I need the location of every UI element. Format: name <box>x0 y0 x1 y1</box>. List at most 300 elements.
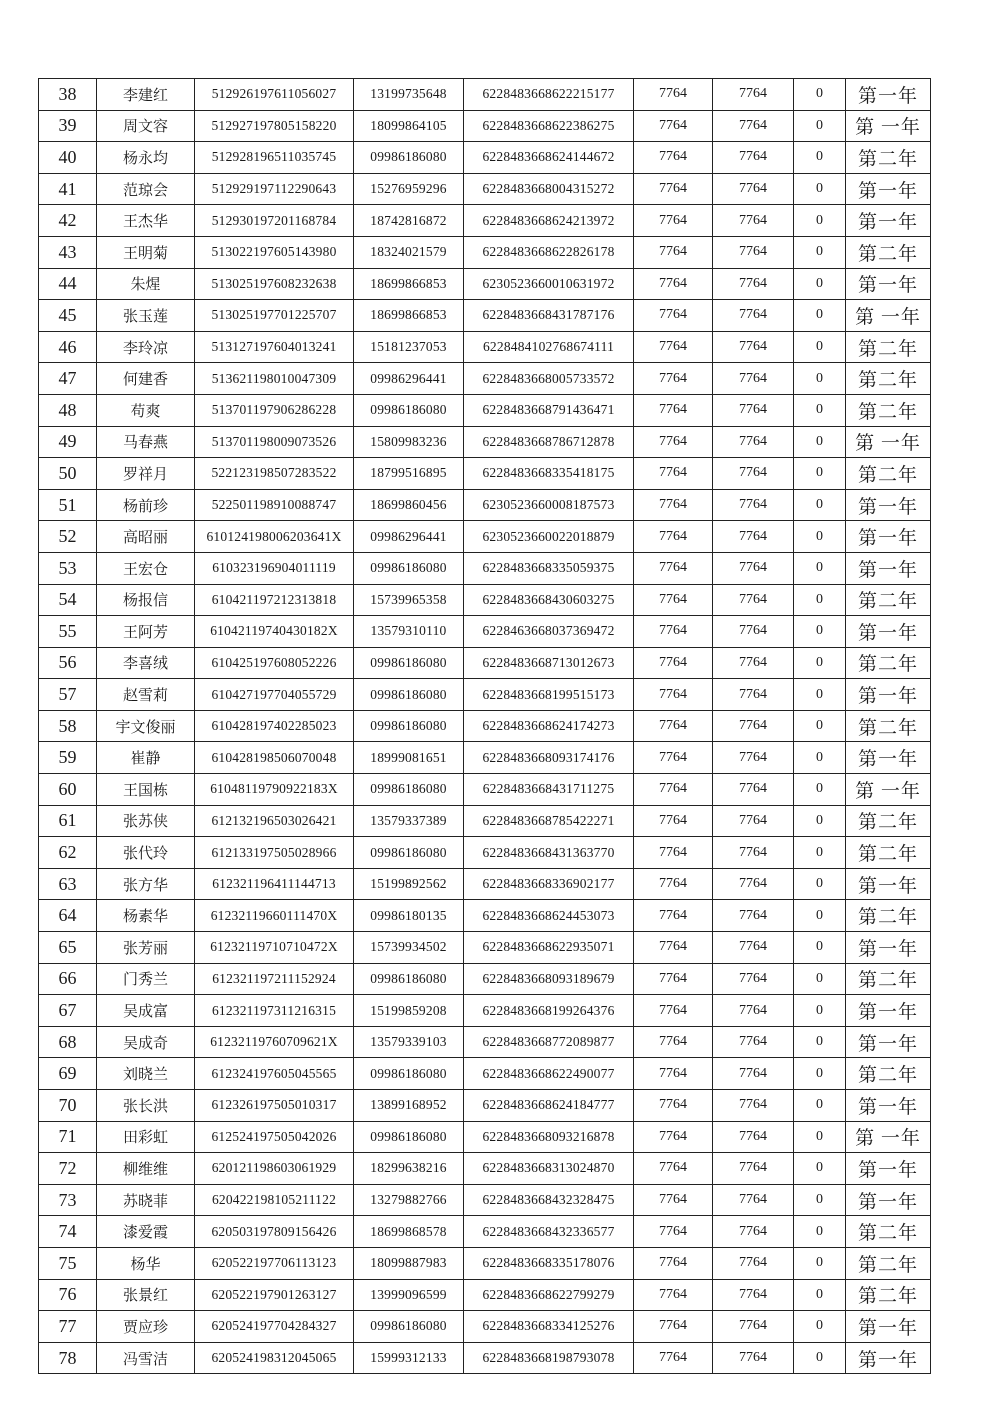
paid-amount-cell: 7764 <box>713 1184 794 1216</box>
table-row <box>39 489 931 521</box>
phone-cell: 18099887983 <box>354 1247 464 1279</box>
id-number-cell: 610428198506070048 <box>195 742 354 774</box>
difference-cell: 0 <box>794 331 846 363</box>
row-number-cell: 72 <box>39 1153 97 1185</box>
table-row <box>39 932 931 964</box>
id-number-cell: 513127197604013241 <box>195 331 354 363</box>
year-cell: 第一年 <box>846 1153 931 1185</box>
difference-cell: 0 <box>794 805 846 837</box>
bank-card-cell: 6228483668785422271 <box>464 805 634 837</box>
name-cell: 宇文俊丽 <box>97 710 195 742</box>
amount-cell: 7764 <box>634 710 713 742</box>
difference-cell: 0 <box>794 1153 846 1185</box>
difference-cell: 0 <box>794 489 846 521</box>
paid-amount-cell: 7764 <box>713 1121 794 1153</box>
bank-card-cell: 6228484102768674111 <box>464 331 634 363</box>
paid-amount-cell: 7764 <box>713 1058 794 1090</box>
amount-cell: 7764 <box>634 142 713 174</box>
name-cell: 李喜绒 <box>97 647 195 679</box>
phone-cell: 15809983236 <box>354 426 464 458</box>
difference-cell: 0 <box>794 110 846 142</box>
year-cell: 第二年 <box>846 584 931 616</box>
table-row <box>39 995 931 1027</box>
bank-card-cell: 6228483668432328475 <box>464 1184 634 1216</box>
table-row <box>39 742 931 774</box>
phone-cell: 13579310110 <box>354 616 464 648</box>
row-number-cell: 58 <box>39 710 97 742</box>
table-row <box>39 142 931 174</box>
amount-cell: 7764 <box>634 205 713 237</box>
difference-cell: 0 <box>794 932 846 964</box>
id-number-cell: 512927197805158220 <box>195 110 354 142</box>
paid-amount-cell: 7764 <box>713 900 794 932</box>
year-cell: 第 一年 <box>846 110 931 142</box>
year-cell: 第二年 <box>846 1216 931 1248</box>
row-number-cell: 42 <box>39 205 97 237</box>
paid-amount-cell: 7764 <box>713 268 794 300</box>
bank-card-cell: 6228483668791436471 <box>464 394 634 426</box>
paid-amount-cell: 7764 <box>713 710 794 742</box>
paid-amount-cell: 7764 <box>713 1090 794 1122</box>
phone-cell: 13199735648 <box>354 79 464 111</box>
row-number-cell: 78 <box>39 1342 97 1374</box>
name-cell: 杨素华 <box>97 900 195 932</box>
difference-cell: 0 <box>794 1279 846 1311</box>
name-cell: 朱煋 <box>97 268 195 300</box>
bank-card-cell: 6230523660022018879 <box>464 521 634 553</box>
difference-cell: 0 <box>794 1026 846 1058</box>
amount-cell: 7764 <box>634 552 713 584</box>
difference-cell: 0 <box>794 1121 846 1153</box>
id-number-cell: 620522197706113123 <box>195 1247 354 1279</box>
table-row <box>39 1058 931 1090</box>
name-cell: 吴成奇 <box>97 1026 195 1058</box>
id-number-cell: 620522197901263127 <box>195 1279 354 1311</box>
difference-cell: 0 <box>794 774 846 806</box>
amount-cell: 7764 <box>634 932 713 964</box>
table-row <box>39 805 931 837</box>
id-number-cell: 522123198507283522 <box>195 458 354 490</box>
amount-cell: 7764 <box>634 1184 713 1216</box>
table-row <box>39 79 931 111</box>
row-number-cell: 63 <box>39 868 97 900</box>
row-number-cell: 41 <box>39 173 97 205</box>
amount-cell: 7764 <box>634 647 713 679</box>
phone-cell: 15181237053 <box>354 331 464 363</box>
year-cell: 第一年 <box>846 79 931 111</box>
name-cell: 杨前珍 <box>97 489 195 521</box>
bank-card-cell: 6228483668336902177 <box>464 868 634 900</box>
paid-amount-cell: 7764 <box>713 1153 794 1185</box>
name-cell: 漆爱霞 <box>97 1216 195 1248</box>
name-cell: 门秀兰 <box>97 963 195 995</box>
year-cell: 第一年 <box>846 616 931 648</box>
phone-cell: 09986296441 <box>354 363 464 395</box>
row-number-cell: 57 <box>39 679 97 711</box>
difference-cell: 0 <box>794 1058 846 1090</box>
table-row <box>39 426 931 458</box>
id-number-cell: 612321196411144713 <box>195 868 354 900</box>
id-number-cell: 612132196503026421 <box>195 805 354 837</box>
table-row <box>39 1247 931 1279</box>
row-number-cell: 49 <box>39 426 97 458</box>
name-cell: 刘晓兰 <box>97 1058 195 1090</box>
paid-amount-cell: 7764 <box>713 1247 794 1279</box>
table-row <box>39 394 931 426</box>
name-cell: 何建香 <box>97 363 195 395</box>
year-cell: 第一年 <box>846 205 931 237</box>
name-cell: 贾应珍 <box>97 1311 195 1343</box>
paid-amount-cell: 7764 <box>713 521 794 553</box>
bank-card-cell: 6228483668198793078 <box>464 1342 634 1374</box>
year-cell: 第一年 <box>846 1184 931 1216</box>
paid-amount-cell: 7764 <box>713 110 794 142</box>
row-number-cell: 48 <box>39 394 97 426</box>
bank-card-cell: 6230523660008187573 <box>464 489 634 521</box>
name-cell: 王宏仓 <box>97 552 195 584</box>
year-cell: 第一年 <box>846 552 931 584</box>
row-number-cell: 54 <box>39 584 97 616</box>
difference-cell: 0 <box>794 837 846 869</box>
table-row <box>39 963 931 995</box>
year-cell: 第一年 <box>846 521 931 553</box>
year-cell: 第二年 <box>846 647 931 679</box>
difference-cell: 0 <box>794 205 846 237</box>
difference-cell: 0 <box>794 79 846 111</box>
phone-cell: 13279882766 <box>354 1184 464 1216</box>
amount-cell: 7764 <box>634 1279 713 1311</box>
paid-amount-cell: 7764 <box>713 742 794 774</box>
bank-card-cell: 6228483668093189679 <box>464 963 634 995</box>
id-number-cell: 512928196511035745 <box>195 142 354 174</box>
amount-cell: 7764 <box>634 300 713 332</box>
bank-card-cell: 6228483668431711275 <box>464 774 634 806</box>
year-cell: 第一年 <box>846 1342 931 1374</box>
row-number-cell: 55 <box>39 616 97 648</box>
phone-cell: 09986186080 <box>354 1058 464 1090</box>
year-cell: 第 一年 <box>846 774 931 806</box>
id-number-cell: 512930197201168784 <box>195 205 354 237</box>
paid-amount-cell: 7764 <box>713 79 794 111</box>
phone-cell: 13579339103 <box>354 1026 464 1058</box>
table-row <box>39 205 931 237</box>
row-number-cell: 68 <box>39 1026 97 1058</box>
difference-cell: 0 <box>794 1342 846 1374</box>
row-number-cell: 60 <box>39 774 97 806</box>
difference-cell: 0 <box>794 868 846 900</box>
bank-card-cell: 6228483668334125276 <box>464 1311 634 1343</box>
amount-cell: 7764 <box>634 1121 713 1153</box>
phone-cell: 09986186080 <box>354 679 464 711</box>
id-number-cell: 61048119790922183X <box>195 774 354 806</box>
id-number-cell: 610425197608052226 <box>195 647 354 679</box>
row-number-cell: 75 <box>39 1247 97 1279</box>
id-number-cell: 513701197906286228 <box>195 394 354 426</box>
id-number-cell: 610421197212313818 <box>195 584 354 616</box>
row-number-cell: 69 <box>39 1058 97 1090</box>
row-number-cell: 43 <box>39 236 97 268</box>
paid-amount-cell: 7764 <box>713 932 794 964</box>
year-cell: 第二年 <box>846 142 931 174</box>
phone-cell: 15739965358 <box>354 584 464 616</box>
paid-amount-cell: 7764 <box>713 616 794 648</box>
year-cell: 第 一年 <box>846 300 931 332</box>
id-number-cell: 620503197809156426 <box>195 1216 354 1248</box>
difference-cell: 0 <box>794 1247 846 1279</box>
table-row <box>39 584 931 616</box>
bank-card-cell: 6228483668624144672 <box>464 142 634 174</box>
difference-cell: 0 <box>794 521 846 553</box>
table-body <box>39 79 931 1374</box>
id-number-cell: 513025197608232638 <box>195 268 354 300</box>
table-row <box>39 173 931 205</box>
row-number-cell: 56 <box>39 647 97 679</box>
bank-card-cell: 6228483668335178076 <box>464 1247 634 1279</box>
paid-amount-cell: 7764 <box>713 1026 794 1058</box>
table-row <box>39 268 931 300</box>
year-cell: 第二年 <box>846 1247 931 1279</box>
amount-cell: 7764 <box>634 426 713 458</box>
id-number-cell: 612321197211152924 <box>195 963 354 995</box>
difference-cell: 0 <box>794 679 846 711</box>
id-number-cell: 612326197505010317 <box>195 1090 354 1122</box>
paid-amount-cell: 7764 <box>713 331 794 363</box>
phone-cell: 18699860456 <box>354 489 464 521</box>
year-cell: 第一年 <box>846 489 931 521</box>
paid-amount-cell: 7764 <box>713 458 794 490</box>
table-row <box>39 300 931 332</box>
year-cell: 第一年 <box>846 1026 931 1058</box>
amount-cell: 7764 <box>634 458 713 490</box>
bank-card-cell: 6228483668622826178 <box>464 236 634 268</box>
year-cell: 第二年 <box>846 236 931 268</box>
amount-cell: 7764 <box>634 1090 713 1122</box>
bank-card-cell: 6228483668622799279 <box>464 1279 634 1311</box>
name-cell: 苟爽 <box>97 394 195 426</box>
table-row <box>39 774 931 806</box>
id-number-cell: 512926197611056027 <box>195 79 354 111</box>
phone-cell: 09986186080 <box>354 710 464 742</box>
amount-cell: 7764 <box>634 489 713 521</box>
table-row <box>39 1153 931 1185</box>
year-cell: 第一年 <box>846 868 931 900</box>
paid-amount-cell: 7764 <box>713 868 794 900</box>
id-number-cell: 610427197704055729 <box>195 679 354 711</box>
table-row <box>39 1121 931 1153</box>
name-cell: 柳维维 <box>97 1153 195 1185</box>
table-row <box>39 900 931 932</box>
year-cell: 第一年 <box>846 742 931 774</box>
amount-cell: 7764 <box>634 837 713 869</box>
amount-cell: 7764 <box>634 995 713 1027</box>
phone-cell: 09986186080 <box>354 647 464 679</box>
paid-amount-cell: 7764 <box>713 995 794 1027</box>
row-number-cell: 39 <box>39 110 97 142</box>
bank-card-cell: 6228483668199264376 <box>464 995 634 1027</box>
table-row <box>39 1311 931 1343</box>
name-cell: 高昭丽 <box>97 521 195 553</box>
amount-cell: 7764 <box>634 1311 713 1343</box>
phone-cell: 13579337389 <box>354 805 464 837</box>
year-cell: 第二年 <box>846 1058 931 1090</box>
amount-cell: 7764 <box>634 584 713 616</box>
amount-cell: 7764 <box>634 1247 713 1279</box>
difference-cell: 0 <box>794 236 846 268</box>
name-cell: 赵雪莉 <box>97 679 195 711</box>
year-cell: 第二年 <box>846 837 931 869</box>
row-number-cell: 46 <box>39 331 97 363</box>
phone-cell: 18299638216 <box>354 1153 464 1185</box>
bank-card-cell: 6228483668431363770 <box>464 837 634 869</box>
id-number-cell: 610124198006203641X <box>195 521 354 553</box>
amount-cell: 7764 <box>634 110 713 142</box>
name-cell: 张代玲 <box>97 837 195 869</box>
table-row <box>39 1090 931 1122</box>
year-cell: 第一年 <box>846 932 931 964</box>
amount-cell: 7764 <box>634 236 713 268</box>
row-number-cell: 73 <box>39 1184 97 1216</box>
bank-card-cell: 6228483668430603275 <box>464 584 634 616</box>
paid-amount-cell: 7764 <box>713 963 794 995</box>
bank-card-cell: 6228483668622490077 <box>464 1058 634 1090</box>
row-number-cell: 53 <box>39 552 97 584</box>
bank-card-cell: 6228483668786712878 <box>464 426 634 458</box>
table-row <box>39 1184 931 1216</box>
bank-card-cell: 6228483668622386275 <box>464 110 634 142</box>
paid-amount-cell: 7764 <box>713 552 794 584</box>
phone-cell: 18999081651 <box>354 742 464 774</box>
bank-card-cell: 6228483668093216878 <box>464 1121 634 1153</box>
paid-amount-cell: 7764 <box>713 142 794 174</box>
table-row <box>39 1342 931 1374</box>
row-number-cell: 71 <box>39 1121 97 1153</box>
phone-cell: 15276959296 <box>354 173 464 205</box>
year-cell: 第一年 <box>846 995 931 1027</box>
table-row <box>39 110 931 142</box>
row-number-cell: 64 <box>39 900 97 932</box>
difference-cell: 0 <box>794 710 846 742</box>
id-number-cell: 610428197402285023 <box>195 710 354 742</box>
id-number-cell: 61232119660111470X <box>195 900 354 932</box>
paid-amount-cell: 7764 <box>713 1216 794 1248</box>
row-number-cell: 67 <box>39 995 97 1027</box>
name-cell: 李玲凉 <box>97 331 195 363</box>
paid-amount-cell: 7764 <box>713 679 794 711</box>
name-cell: 王阿芳 <box>97 616 195 648</box>
amount-cell: 7764 <box>634 1216 713 1248</box>
difference-cell: 0 <box>794 900 846 932</box>
bank-card-cell: 6228483668431787176 <box>464 300 634 332</box>
id-number-cell: 61232119710710472X <box>195 932 354 964</box>
phone-cell: 13999096599 <box>354 1279 464 1311</box>
phone-cell: 09986186080 <box>354 1121 464 1153</box>
id-number-cell: 620524197704284327 <box>195 1311 354 1343</box>
table-row <box>39 236 931 268</box>
bank-card-cell: 6228483668004315272 <box>464 173 634 205</box>
bank-card-cell: 6228483668005733572 <box>464 363 634 395</box>
phone-cell: 09986186080 <box>354 837 464 869</box>
amount-cell: 7764 <box>634 394 713 426</box>
name-cell: 张苏侠 <box>97 805 195 837</box>
table-row <box>39 616 931 648</box>
phone-cell: 15199859208 <box>354 995 464 1027</box>
id-number-cell: 612133197505028966 <box>195 837 354 869</box>
paid-amount-cell: 7764 <box>713 1279 794 1311</box>
phone-cell: 18742816872 <box>354 205 464 237</box>
table-row <box>39 1279 931 1311</box>
paid-amount-cell: 7764 <box>713 1342 794 1374</box>
row-number-cell: 47 <box>39 363 97 395</box>
id-number-cell: 61232119760709621X <box>195 1026 354 1058</box>
difference-cell: 0 <box>794 995 846 1027</box>
phone-cell: 15999312133 <box>354 1342 464 1374</box>
phone-cell: 09986186080 <box>354 394 464 426</box>
amount-cell: 7764 <box>634 331 713 363</box>
difference-cell: 0 <box>794 142 846 174</box>
year-cell: 第一年 <box>846 268 931 300</box>
name-cell: 周文容 <box>97 110 195 142</box>
name-cell: 杨永均 <box>97 142 195 174</box>
difference-cell: 0 <box>794 1184 846 1216</box>
amount-cell: 7764 <box>634 1342 713 1374</box>
bank-card-cell: 6228483668622935071 <box>464 932 634 964</box>
amount-cell: 7764 <box>634 1058 713 1090</box>
id-number-cell: 612321197311216315 <box>195 995 354 1027</box>
phone-cell: 18324021579 <box>354 236 464 268</box>
difference-cell: 0 <box>794 1216 846 1248</box>
year-cell: 第二年 <box>846 963 931 995</box>
amount-cell: 7764 <box>634 742 713 774</box>
phone-cell: 18099864105 <box>354 110 464 142</box>
phone-cell: 09986186080 <box>354 552 464 584</box>
difference-cell: 0 <box>794 1311 846 1343</box>
phone-cell: 09986186080 <box>354 963 464 995</box>
row-number-cell: 62 <box>39 837 97 869</box>
table-row <box>39 1216 931 1248</box>
year-cell: 第一年 <box>846 1311 931 1343</box>
year-cell: 第二年 <box>846 458 931 490</box>
amount-cell: 7764 <box>634 868 713 900</box>
phone-cell: 18799516895 <box>354 458 464 490</box>
amount-cell: 7764 <box>634 363 713 395</box>
amount-cell: 7764 <box>634 173 713 205</box>
bank-card-cell: 6228483668335418175 <box>464 458 634 490</box>
difference-cell: 0 <box>794 173 846 205</box>
id-number-cell: 512929197112290643 <box>195 173 354 205</box>
paid-amount-cell: 7764 <box>713 584 794 616</box>
bank-card-cell: 6228483668624213972 <box>464 205 634 237</box>
bank-card-cell: 6228483668624184777 <box>464 1090 634 1122</box>
bank-card-cell: 6228483668622215177 <box>464 79 634 111</box>
name-cell: 王明菊 <box>97 236 195 268</box>
paid-amount-cell: 7764 <box>713 774 794 806</box>
amount-cell: 7764 <box>634 1026 713 1058</box>
name-cell: 张玉莲 <box>97 300 195 332</box>
amount-cell: 7764 <box>634 268 713 300</box>
amount-cell: 7764 <box>634 1153 713 1185</box>
year-cell: 第二年 <box>846 805 931 837</box>
phone-cell: 15199892562 <box>354 868 464 900</box>
year-cell: 第二年 <box>846 363 931 395</box>
name-cell: 张长洪 <box>97 1090 195 1122</box>
amount-cell: 7764 <box>634 616 713 648</box>
difference-cell: 0 <box>794 458 846 490</box>
paid-amount-cell: 7764 <box>713 363 794 395</box>
name-cell: 张方华 <box>97 868 195 900</box>
bank-card-cell: 6228483668772089877 <box>464 1026 634 1058</box>
table-row <box>39 521 931 553</box>
phone-cell: 18699868578 <box>354 1216 464 1248</box>
